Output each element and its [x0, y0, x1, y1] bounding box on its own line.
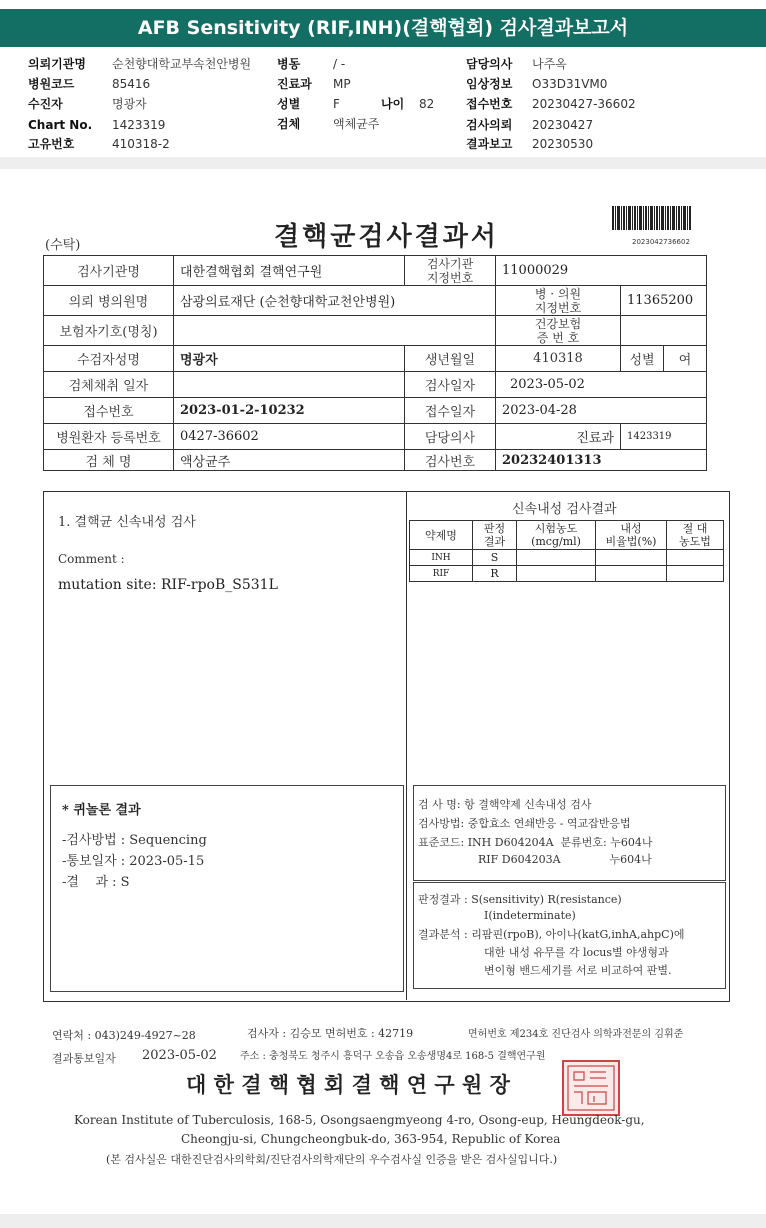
specimen-form-value: 액상균주 [174, 450, 405, 471]
header-col1 [28, 54, 268, 154]
report-title-bar [0, 9, 766, 47]
official-seal-stamp [562, 1060, 620, 1116]
test-date-value: 2023-05-02 [496, 372, 707, 398]
left-panel-divider [406, 491, 407, 1000]
report-date-value: 20230530 [532, 137, 594, 151]
hospital-label: 의뢰기관명 [28, 57, 86, 71]
result-form-table [43, 255, 707, 471]
recv-date-label: 접수일자 [405, 398, 496, 424]
hospital-code-label: 병원코드 [28, 77, 75, 91]
chart-no-label: Chart No. [28, 118, 93, 132]
test-no-label: 검사번호 [405, 450, 496, 471]
header-col3 [466, 54, 746, 154]
judgment-line-2: I(indeterminate) [484, 909, 576, 922]
recv-no-label: 접수번호 [44, 398, 174, 424]
certification-note: (본 검사실은 대한진단검사의학회/진단검사의학재단의 우수검사실 인증을 받은 검사실입니다.) [106, 1153, 558, 1166]
rt-row-drug: RIF [410, 566, 473, 582]
quinolone-result: -결 과 : S [62, 875, 130, 890]
doctor-label: 담당의사 [466, 57, 513, 71]
barcode-image [612, 206, 692, 238]
sex-value: F [333, 97, 340, 111]
hosp-no-label: 병원환자 등록번호 [44, 424, 174, 450]
receipt-no-value: 20230427-36602 [532, 97, 636, 111]
hospital-value: 순천향대학교부속천안병원 [112, 57, 252, 71]
unique-no-label: 고유번호 [28, 137, 75, 151]
test-name: 검 사 명: 항 결핵약제 신속내성 검사 [418, 798, 592, 811]
rapid-result-table [409, 520, 724, 582]
req-value: 삼광의료재단 (순천향대학교천안병원) [174, 286, 496, 316]
rt-header-result: 판정 결과 [473, 521, 517, 550]
rt-row-result: R [473, 566, 517, 582]
sex-form-label: 성별 [621, 346, 664, 372]
age-value: 82 [419, 97, 435, 111]
comment-label: Comment : [58, 552, 125, 566]
dept-form-label: 진료과 [496, 424, 621, 450]
report-title: AFB Sensitivity (RIF,INH)(결핵협회) 검사결과보고서 [137, 17, 629, 39]
doctor-value: 나주옥 [532, 57, 567, 71]
analysis-line-1: 결과분석 : 리팜핀(rpoB), 아이나(katG,inhA,ahpC)에 [418, 928, 685, 941]
test-method: 검사방법: 중합효소 연쇄반응 - 역교잡반응법 [418, 817, 631, 830]
rt-row-drug: INH [410, 550, 473, 566]
org-no-label: 검사기관 지정번호 [405, 256, 496, 286]
receipt-no-label: 접수번호 [466, 97, 513, 111]
org-value: 대한결핵협회 결핵연구원 [174, 256, 405, 286]
unique-no-value: 410318-2 [112, 137, 170, 151]
separator [0, 157, 766, 169]
test-date-label: 검사일자 [405, 372, 496, 398]
name-value: 명광자 [174, 346, 405, 372]
institute-address: 주소 : 충청북도 청주시 흥덕구 오송읍 오송생명4로 168-5 결핵연구원 [240, 1051, 546, 1062]
dept-value: MP [333, 77, 351, 91]
dept-label: 진료과 [277, 77, 312, 91]
birth-value: 410318 [496, 346, 621, 372]
test-no-value: 20232401313 [496, 450, 707, 471]
analysis-line-3: 변이형 밴드세기를 서로 비교하여 판별. [484, 964, 672, 977]
rt-header-conc: 시험농도 (mcg/ml) [517, 521, 596, 550]
rapid-test-heading: 1. 결핵균 신속내성 검사 [58, 515, 196, 530]
notify-date-value: 2023-05-02 [142, 1048, 217, 1063]
table-row [410, 566, 724, 582]
specimen-form-label: 검 체 명 [44, 450, 174, 471]
rt-header-abs: 절 대 농도법 [667, 521, 724, 550]
clinic-no-label: 병 · 의원 지정번호 [496, 286, 621, 316]
request-date-value: 20230427 [532, 118, 594, 132]
collect-label: 검체채취 일자 [44, 372, 174, 398]
mutation-site: mutation site: RIF-rpoB_S531L [58, 577, 278, 593]
clinic-no-value: 11365200 [621, 286, 707, 316]
rt-row-result: S [473, 550, 517, 566]
hosp-no-value: 0427-36602 [174, 424, 405, 450]
notify-date-label: 결과통보일자 [52, 1052, 116, 1065]
seal-pattern-icon [564, 1062, 618, 1114]
recv-no-value: 2023-01-2-10232 [174, 398, 405, 424]
collect-value [174, 372, 405, 398]
doctor-form-label: 담당의사 [405, 424, 496, 450]
sex-label: 성별 [277, 97, 301, 111]
consignment-label: (수탁) [45, 238, 81, 253]
hospital-code-value: 85416 [112, 77, 151, 91]
ins-label: 보험자기호(명칭) [44, 316, 174, 346]
sex-form-value: 여 [664, 346, 707, 372]
institute-english-1: Korean Institute of Tuberculosis, 168-5, Osongsaengmyeong 4-ro, Osong-eup, Heungdeok-gu, [74, 1113, 645, 1127]
recv-date-value: 2023-04-28 [496, 398, 707, 424]
bottom-margin [0, 1214, 766, 1228]
birth-label: 생년월일 [405, 346, 496, 372]
req-label: 의뢰 병의원명 [44, 286, 174, 316]
org-no-value: 11000029 [496, 256, 707, 286]
specimen-label: 검체 [277, 117, 301, 131]
ins-value [174, 316, 496, 346]
standard-code-2: RIF D604203A 누604나 [478, 853, 652, 866]
contact-number: 연락처 : 043)249-4927~28 [52, 1029, 196, 1042]
rt-header-ratio: 내성 비율법(%) [596, 521, 667, 550]
report-date-label: 결과보고 [466, 137, 513, 151]
rapid-result-title: 신속내성 검사결과 [512, 502, 617, 517]
institute-director: 대 한 결 핵 협 회 결 핵 연 구 원 장 [186, 1072, 510, 1097]
clinical-info-value: O33D31VM0 [532, 77, 608, 91]
judgment-line-1: 판정결과 : S(sensitivity) R(resistance) [418, 893, 622, 906]
institute-english-2: Cheongju-si, Chungcheongbuk-do, 363-954, Republic of Korea [181, 1132, 561, 1146]
physician-license: 면허번호 제234호 진단검사 의학과전문의 김휘준 [468, 1029, 684, 1040]
health-label: 건강보험 증 번 호 [496, 316, 621, 346]
header-col2 [277, 54, 457, 154]
specimen-value: 액체균주 [333, 117, 380, 131]
rt-header-drug: 약제명 [410, 521, 473, 550]
chart-no-value: 1423319 [112, 118, 166, 132]
analysis-line-2: 대한 내성 유무를 각 locus별 야생형과 [484, 946, 669, 959]
org-label: 검사기관명 [44, 256, 174, 286]
table-row [410, 550, 724, 566]
standard-code: 표준코드: INH D604204A 분류번호: 누604나 [418, 836, 653, 849]
tester-info: 검사자 : 김승모 면허번호 : 42719 [247, 1027, 414, 1040]
patient-label: 수진자 [28, 97, 63, 111]
request-date-label: 검사의뢰 [466, 118, 513, 132]
patient-value: 명광자 [112, 97, 147, 111]
name-label: 수검자성명 [44, 346, 174, 372]
health-value [621, 316, 707, 346]
barcode-number: 202304273660​2 [632, 238, 690, 246]
ward-value: / - [333, 57, 346, 71]
quinolone-method: -검사방법 : Sequencing [62, 833, 207, 848]
quinolone-notify-date: -통보일자 : 2023-05-15 [62, 854, 205, 869]
clinical-info-label: 임상정보 [466, 77, 513, 91]
dept-form-value: 1423319 [621, 424, 707, 450]
quinolone-title: * 퀴놀론 결과 [62, 803, 141, 818]
ward-label: 병동 [277, 57, 301, 71]
age-label: 나이 [381, 97, 405, 111]
document-title: 결핵균검사결과서 [274, 222, 499, 252]
